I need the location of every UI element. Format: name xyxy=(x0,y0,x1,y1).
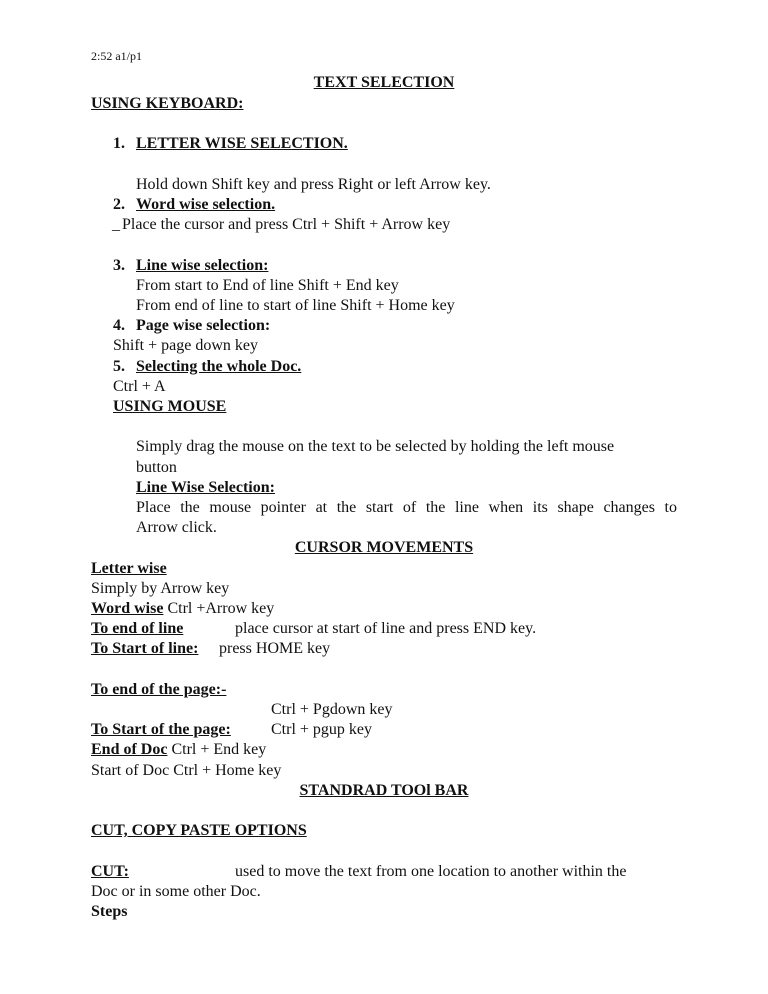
end-of-page-text: Ctrl + Pgdown key xyxy=(271,701,393,718)
item3-title: Line wise selection: xyxy=(136,257,269,274)
item5-number: 5. xyxy=(113,358,125,375)
item4-text: Shift + page down key xyxy=(113,337,258,354)
item5-text: Ctrl + A xyxy=(113,378,166,395)
item2-title: Word wise selection. xyxy=(136,196,276,213)
keyboard-heading: USING KEYBOARD: xyxy=(91,95,244,112)
item2-number: 2. xyxy=(113,196,125,213)
item2-text: Place the cursor and press Ctrl + Shift + Arrow key xyxy=(122,216,451,233)
start-of-doc-text: Start of Doc Ctrl + Home key xyxy=(91,762,282,779)
item1-text: Hold down Shift key and press Right or left Arrow key. xyxy=(136,176,491,193)
item2-mark: _ xyxy=(112,216,120,233)
item4-number: 4. xyxy=(113,317,125,334)
toolbar-heading: STANDRAD TOOl BAR xyxy=(299,782,469,799)
item3-number: 3. xyxy=(113,257,125,274)
page-title: TEXT SELECTION xyxy=(313,74,455,91)
word-wise-line xyxy=(91,599,274,619)
start-of-page-label: To Start of the page: xyxy=(91,721,231,738)
letter-wise-text: Simply by Arrow key xyxy=(91,580,230,597)
start-of-line-text: press HOME key xyxy=(219,640,331,657)
cut-label: CUT: xyxy=(91,863,129,880)
mouse-text1a: Simply drag the mouse on the text to be selected by holding the left mouse xyxy=(136,438,615,455)
page-ref: 2:52 a1/p1 xyxy=(91,49,142,63)
mouse-text2b: Arrow click. xyxy=(136,519,217,536)
mouse-heading: USING MOUSE xyxy=(113,398,227,415)
ccp-heading: CUT, COPY PASTE OPTIONS xyxy=(91,822,307,839)
mouse-text2a: Place the mouse pointer at the start of the line when its shape changes to xyxy=(136,499,677,516)
word-wise-label: Word wise xyxy=(91,600,164,617)
item3-text1: From start to End of line Shift + End key xyxy=(136,277,399,294)
cursor-heading: CURSOR MOVEMENTS xyxy=(294,539,474,556)
item1-number: 1. xyxy=(113,135,125,152)
end-of-doc-line xyxy=(91,740,266,760)
item3-text2: From end of line to start of line Shift + Home key xyxy=(136,297,455,314)
line-wise-selection-heading: Line Wise Selection: xyxy=(136,479,275,496)
cut-text2: Doc or in some other Doc. xyxy=(91,883,261,900)
end-of-line-label: To end of line xyxy=(91,620,184,637)
item5-title: Selecting the whole Doc. xyxy=(136,358,302,375)
cut-text1: used to move the text from one location to another within the xyxy=(235,863,627,880)
start-of-line-label: To Start of line: xyxy=(91,640,199,657)
start-of-page-text: Ctrl + pgup key xyxy=(271,721,373,738)
steps-heading: Steps xyxy=(91,903,128,920)
end-of-line-text: place cursor at start of line and press END key. xyxy=(235,620,537,637)
end-of-doc-text: Ctrl + End key xyxy=(167,741,267,758)
item1-title: LETTER WISE SELECTION. xyxy=(136,135,348,152)
item4-title: Page wise selection: xyxy=(136,317,271,334)
end-of-page-label: To end of the page:- xyxy=(91,681,227,698)
letter-wise-label: Letter wise xyxy=(91,560,167,577)
word-wise-text: Ctrl +Arrow key xyxy=(163,600,275,617)
end-of-doc-label: End of Doc xyxy=(91,741,168,758)
mouse-text1b: button xyxy=(136,459,177,476)
